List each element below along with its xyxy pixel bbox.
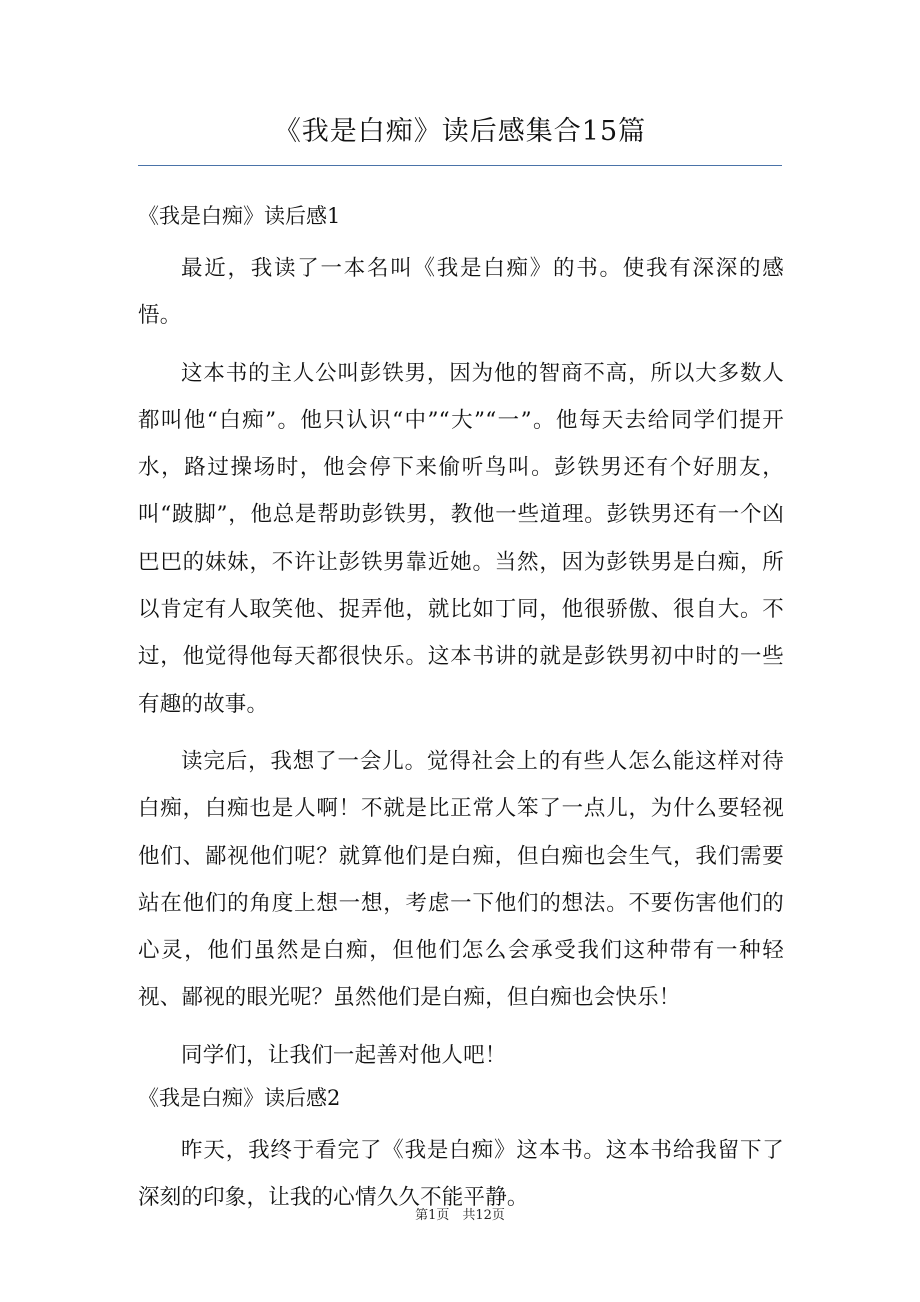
paragraph: 同学们，让我们一起善对他人吧！ bbox=[181, 1042, 507, 1068]
paragraph: 这本书的主人公叫彭铁男，因为他的智商不高，所以大多数人都叫他“白痴”。他只认识“中”“大”“一”。他每天去给同学们提开水，路过操场时，他会停下来偷听鸟叫。彭铁男还有个好朋友，叫“跛脚”，他总是帮助彭铁男，教他一些道理。彭铁男还有一个凶巴巴的妹妹，不许让彭铁男靠近她。当然，因为彭铁男是白痴，所以肯定有人取笑他、捉弄他，就比如丁同，他很骄傲、很自大。不过，他觉得他每天都很快乐。这本书讲的就是彭铁男初中时的一些有趣的故事。 bbox=[138, 360, 784, 717]
page-footer: 第1页 共12页 bbox=[415, 1208, 505, 1223]
paragraph: 最近，我读了一本名叫《我是白痴》的书。使我有深深的感悟。 bbox=[138, 256, 784, 329]
section-heading: 《我是白痴》读后感1 bbox=[138, 204, 341, 228]
paragraph: 昨天，我终于看完了《我是白痴》这本书。这本书给我留下了深刻的印象，让我的心情久久不能平静。 bbox=[138, 1138, 784, 1211]
document-title: 《我是白痴》读后感集合15篇 bbox=[273, 116, 647, 147]
document-body bbox=[138, 197, 784, 1222]
section-heading: 《我是白痴》读后感2 bbox=[138, 1086, 341, 1111]
section-1 bbox=[138, 197, 784, 1079]
title-underline-rule bbox=[138, 165, 782, 166]
paragraph: 读完后，我想了一会儿。觉得社会上的有些人怎么能这样对待白痴，白痴也是人啊！不就是比正常人笨了一点儿，为什么要轻视他们、鄙视他们呢？就算他们是白痴，但白痴也会生气，我们需要站在他们的角度上想一想，考虑一下他们的想法。不要伤害他们的心灵，他们虽然是白痴，但他们怎么会承受我们这种带有一种轻视、鄙视的眼光呢？虽然他们是白痴，但白痴也会快乐！ bbox=[138, 748, 784, 1011]
section-2 bbox=[138, 1079, 784, 1222]
